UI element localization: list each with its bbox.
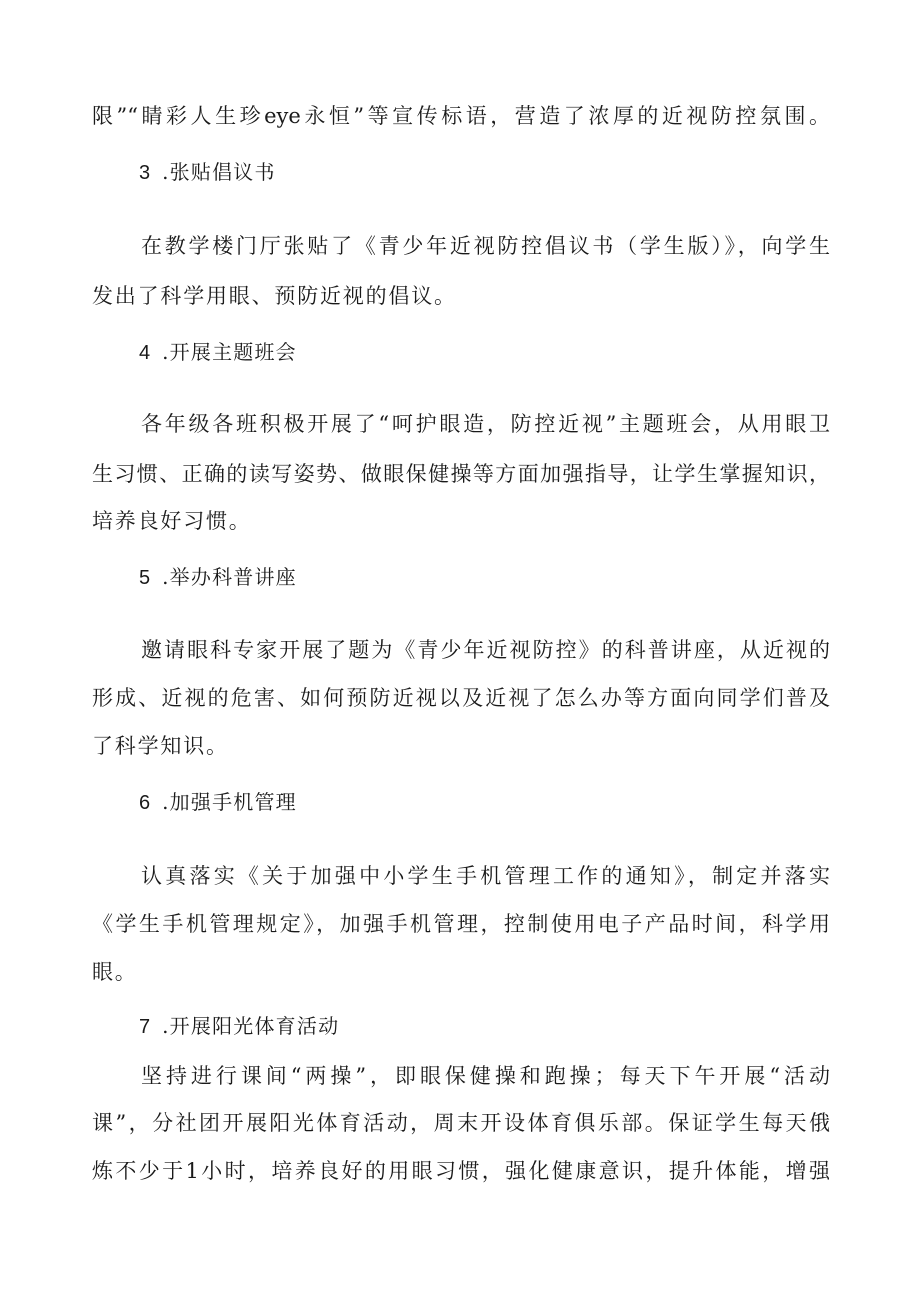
section-title: .张贴倡议书 <box>162 160 276 184</box>
paragraph-line: 认真落实《关于加强中小学生手机管理工作的通知》，制定并落实 <box>141 864 830 888</box>
paragraph-line: 发出了科学用眼、预防近视的倡议。 <box>92 284 457 308</box>
paragraph-line: 生习惯、正确的读写姿势、做眼保健操等方面加强指导，让学生掌握知识， <box>92 462 830 486</box>
section-number: 4 <box>139 342 151 364</box>
paragraph-line: 课”，分社团开展阳光体育活动，周末开设体育俱乐部。保证学生每天俄 <box>92 1111 830 1135</box>
paragraph-line: 邀请眼科专家开展了题为《青少年近视防控》的科普讲座，从近视的 <box>141 638 830 662</box>
section-title: .开展阳光体育活动 <box>162 1014 340 1038</box>
section-heading-6 <box>139 787 297 818</box>
section-heading-5 <box>139 562 297 593</box>
section-heading-7 <box>139 1011 339 1042</box>
section-heading-4 <box>139 337 297 368</box>
section-number: 6 <box>139 792 151 814</box>
paragraph-line: 眼。 <box>92 960 138 984</box>
paragraph-line: 炼不少于1小时，培养良好的用眼习惯，强化健康意识，提升体能，增强 <box>92 1159 830 1183</box>
paragraph-line: 培养良好习惯。 <box>92 509 252 533</box>
paragraph-line: 在教学楼门厅张贴了《青少年近视防控倡议书（学生版）》，向学生 <box>141 234 830 258</box>
section-number: 3 <box>139 162 151 184</box>
section-title: .加强手机管理 <box>162 790 297 814</box>
paragraph-continuation-line: 限”“睛彩人生珍eye永恒”等宣传标语，营造了浓厚的近视防控氛围。 <box>92 104 830 128</box>
paragraph-line: 坚持进行课间“两操”，即眼保健操和跑操；每天下午开展“活动 <box>141 1064 830 1088</box>
section-heading-3 <box>139 157 276 188</box>
paragraph-line: 《学生手机管理规定》，加强手机管理，控制使用电子产品时间，科学用 <box>92 912 830 936</box>
paragraph-line: 各年级各班积极开展了“呵护眼造，防控近视”主题班会，从用眼卫 <box>141 412 830 436</box>
paragraph-line: 了科学知识。 <box>92 734 229 758</box>
section-number: 7 <box>139 1016 151 1038</box>
paragraph-line: 形成、近视的危害、如何预防近视以及近视了怎么办等方面向同学们普及 <box>92 686 830 710</box>
section-title: .举办科普讲座 <box>162 565 297 589</box>
section-title: .开展主题班会 <box>162 340 297 364</box>
section-number: 5 <box>139 567 151 589</box>
